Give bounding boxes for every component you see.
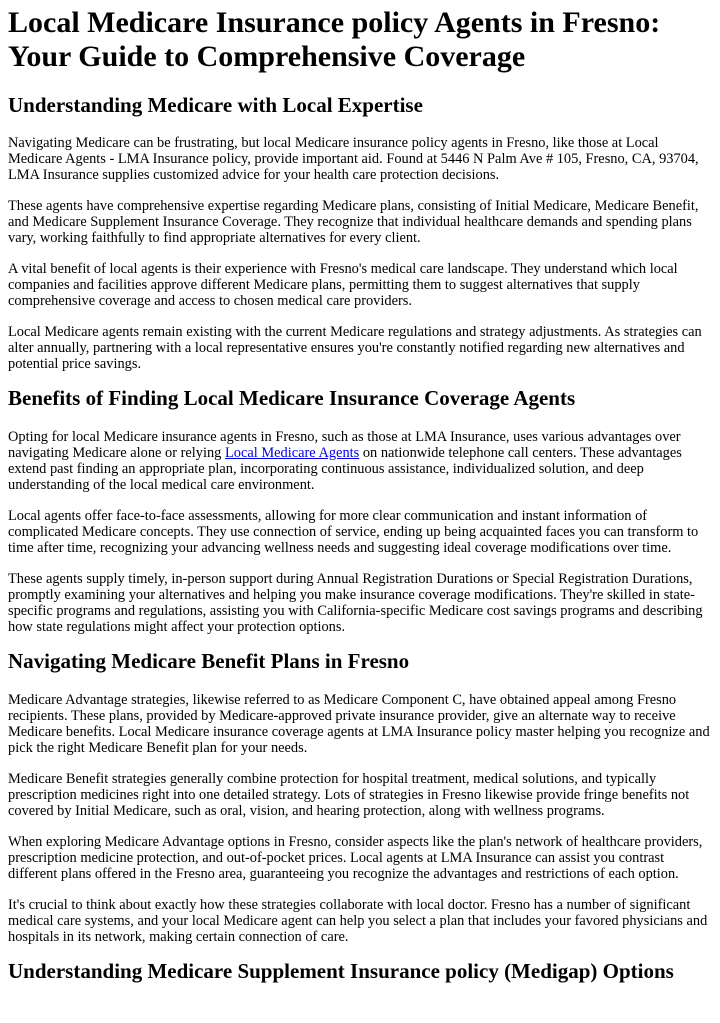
paragraph: Local agents offer face-to-face assessments, allowing for more clear communication and instant information of complicated Medicare concepts. They use connection of service, ending up being acquainted faces you can transform to time after time, recognizing your advancing wellness needs and suggesting ideal coverage modifications over time. (8, 508, 699, 556)
paragraph-with-link (8, 429, 712, 493)
paragraph: These agents have comprehensive expertise regarding Medicare plans, consisting of Initial Medicare, Medicare Benefit, and Medicare Supplement Insurance Coverage. They recognize that individual healthcare demands and spending plans vary, working faithfully to find appropriate alternatives for every client. (8, 198, 699, 246)
paragraph: Navigating Medicare can be frustrating, but local Medicare insurance policy agents in Fresno, like those at Local Medicare Agents - LMA Insurance policy, provide important aid. Found at 5446 N Palm Ave # 105, Fresno, CA, 93704, LMA Insurance supplies customized advice for your health care protection decisions. (8, 135, 699, 183)
paragraph: Medicare Advantage strategies, likewise referred to as Medicare Component C, have obtained appeal among Fresno recipients. These plans, provided by Medicare-approved private insurance provider, give an alternate way to receive Medicare benefits. Local Medicare insurance coverage agents at LMA Insurance policy master helping you recognize and pick the right Medicare Benefit plan for your needs. (8, 692, 710, 756)
paragraph: These agents supply timely, in-person support during Annual Registration Durations or Special Registration Durations, promptly examining your alternatives and helping you make insurance coverage modifications. They're skilled in state-specific programs and regulations, assisting you with California-specific Medicare cost savings programs and describing how state regulations might affect your protection options. (8, 571, 703, 635)
section-heading-benefits-local-agents: Benefits of Finding Local Medicare Insurance Coverage Agents (8, 386, 576, 410)
paragraph-text: on nationwide telephone call centers. These advantages extend past finding an appropriate plan, incorporating continuous assistance, individualized solution, and deep understanding of the local medical care environment. (8, 445, 682, 493)
section-heading-medicare-benefit-plans: Navigating Medicare Benefit Plans in Fresno (8, 649, 410, 673)
section-heading-understanding-medicare: Understanding Medicare with Local Expertise (8, 93, 423, 117)
page-title: Local Medicare Insurance policy Agents in Fresno: Your Guide to Comprehensive Coverage (8, 6, 661, 73)
paragraph: Local Medicare agents remain existing with the current Medicare regulations and strategy adjustments. As strategies can alter annually, partnering with a local representative ensures you're constantly notified regarding new alternatives and potential price savings. (8, 324, 702, 372)
paragraph: When exploring Medicare Advantage options in Fresno, consider aspects like the plan's network of healthcare providers, prescription medicine protection, and out-of-pocket prices. Local agents at LMA Insurance can assist you contrast different plans offered in the Fresno area, guaranteeing you recognize the advantages and restrictions of each option. (8, 834, 703, 882)
paragraph: It's crucial to think about exactly how these strategies collaborate with local doctor. Fresno has a number of significant medical care systems, and your local Medicare agent can help you select a plan that includes your favored physicians and hospitals in its network, making certain connection of care. (8, 897, 708, 945)
local-medicare-agents-link[interactable]: Local Medicare Agents (224, 445, 360, 461)
paragraph: A vital benefit of local agents is their experience with Fresno's medical care landscape. They understand which local companies and facilities approve different Medicare plans, permitting them to suggest alternatives that supply comprehensive coverage and access to chosen medical care providers. (8, 261, 678, 309)
paragraph: Medicare Benefit strategies generally combine protection for hospital treatment, medical solutions, and typically prescription medicines right into one detailed strategy. Lots of strategies in Fresno likewise provide fringe benefits not covered by Initial Medicare, such as oral, vision, and hearing protection, along with wellness programs. (8, 771, 690, 819)
paragraph-text: Opting for local Medicare insurance agents in Fresno, such as those at LMA Insurance, uses various advantages over navigating Medicare alone or relying (8, 429, 681, 461)
section-heading-medigap-options: Understanding Medicare Supplement Insurance policy (Medigap) Options (8, 959, 674, 983)
